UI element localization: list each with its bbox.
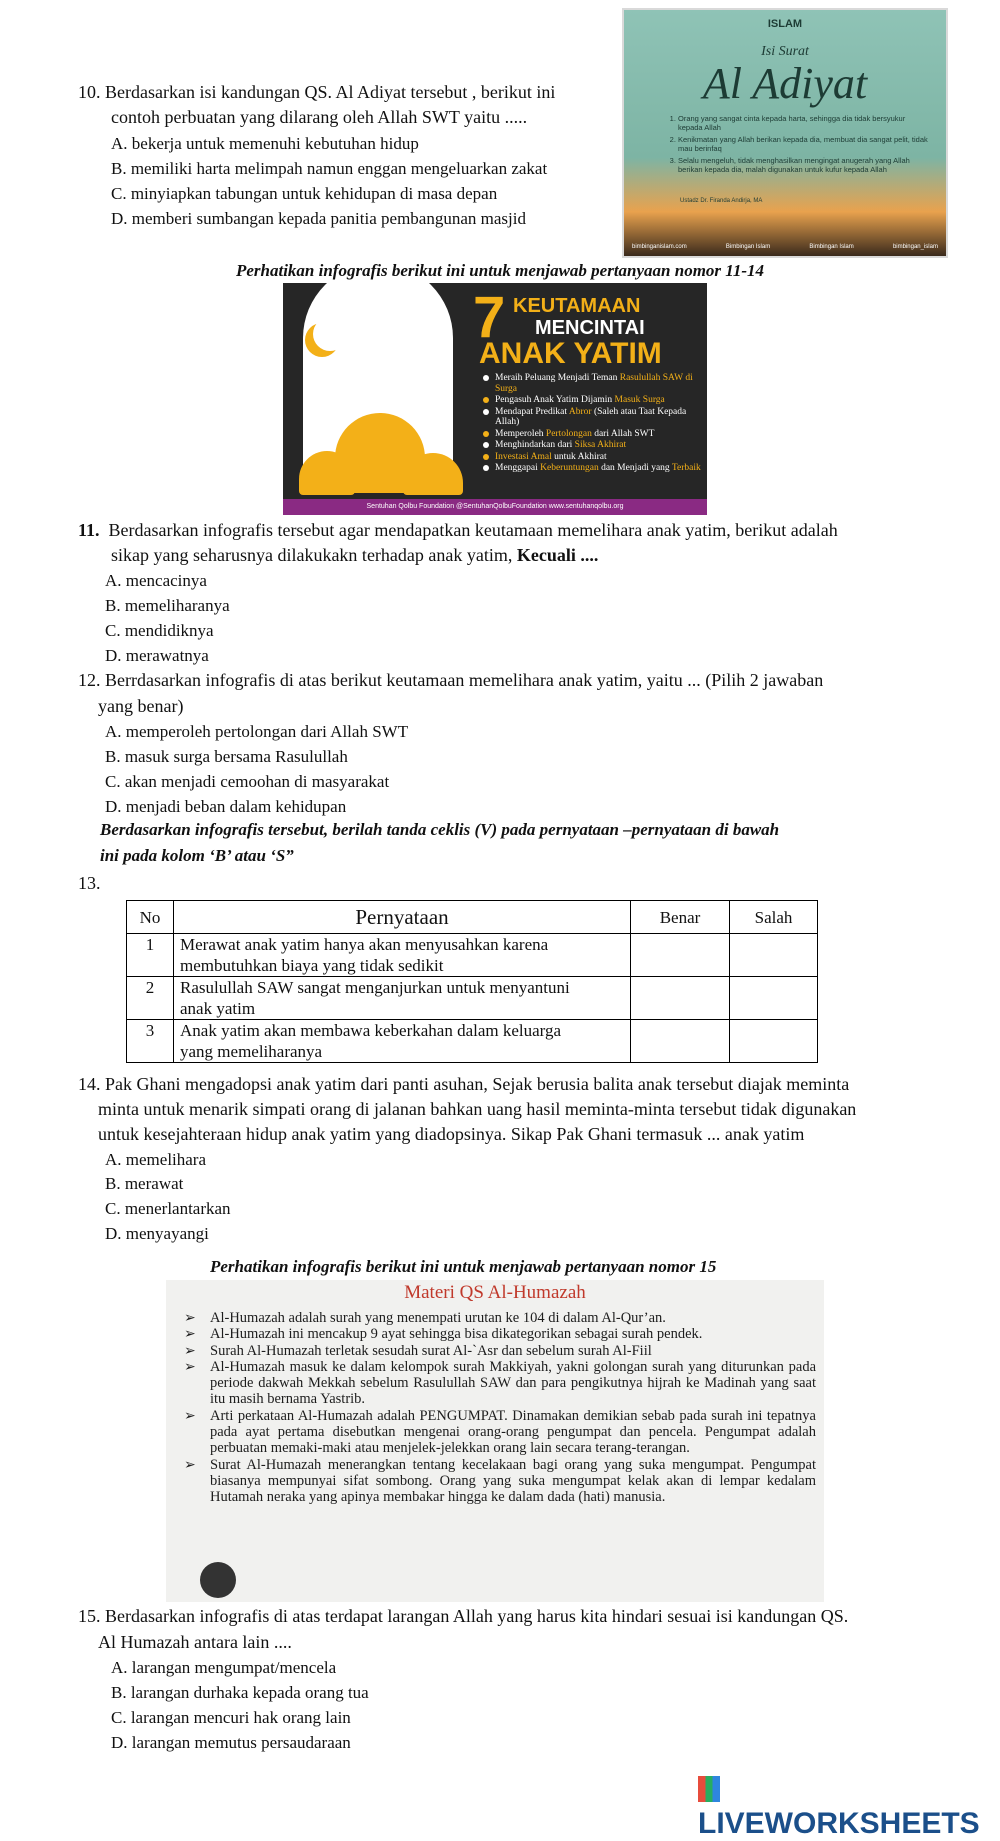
point: 1. Orang yang sangat cinta kepada harta, sehingga dia tidak bersyukur kepada Allah xyxy=(678,114,928,132)
col-pernyataan: Pernyataan xyxy=(174,901,631,934)
author: Ustadz Dr. Firanda Andirja, MA xyxy=(680,198,763,204)
q14-text-l1: 14. Pak Ghani mengadopsi anak yatim dari panti asuhan, Sejak berusia balita anak tersebut diajak meminta xyxy=(78,1074,850,1094)
infographic-heading-3: ANAK YATIM xyxy=(479,337,662,370)
q11-option-d[interactable]: D. merawatnya xyxy=(105,646,209,665)
q12-option-b[interactable]: B. masuk surga bersama Rasulullah xyxy=(105,747,348,766)
q14-option-d[interactable]: D. menyayangi xyxy=(105,1224,209,1243)
infographic-subtitle: Isi Surat xyxy=(761,44,809,59)
instruction-13-l1: Berdasarkan infografis tersebut, berilah tanda ceklis (V) pada pernyataan –pernyataan di bawah xyxy=(100,820,780,839)
q13-number: 13. xyxy=(78,873,101,893)
keutamaan-item: Investasi Amal untuk Akhirat xyxy=(483,452,703,463)
q12-option-c[interactable]: C. akan menjadi cemoohan di masyarakat xyxy=(105,772,390,791)
q10-option-c[interactable]: C. minyiapkan tabungan untuk kehidupan di masa depan xyxy=(111,184,498,203)
liveworksheets-logo: LIVEWORKSHEETS xyxy=(698,1773,1000,1841)
infographic-points xyxy=(664,114,928,177)
point: 3. Selalu mengeluh, tidak menghasilkan mengingat anugerah yang Allah berikan kepada dia, malah digunakan untuk kufur kepada Allah xyxy=(678,156,928,174)
q15-text-l1: 15. Berdasarkan infografis di atas terdapat larangan Allah yang harus kita hindari sesuai isi kandungan QS. xyxy=(78,1606,849,1626)
q14-option-b[interactable]: B. merawat xyxy=(105,1174,184,1193)
q12-text-l2: yang benar) xyxy=(98,696,184,716)
q14-text-l3: untuk kesejahteraan hidup anak yatim yang diadopsinya. Sikap Pak Ghani termasuk ... anak yatim xyxy=(98,1124,805,1144)
row-statement: Merawat anak yatim hanya akan menyusahkan karena membutuhkan biaya yang tidak sedikit xyxy=(174,934,631,977)
instruction-13-l2: ini pada kolom ‘B’ atau ‘S” xyxy=(100,846,294,865)
infographic-title: Al Adiyat xyxy=(702,59,868,108)
row-no: 1 xyxy=(127,934,174,977)
keutamaan-item: Menggapai Keberuntungan dan Menjadi yang Terbaik xyxy=(483,463,703,474)
row-statement: Anak yatim akan membawa keberkahan dalam keluarga yang memeliharanya xyxy=(174,1020,631,1063)
col-salah: Salah xyxy=(730,901,818,934)
q14-option-c[interactable]: C. menerlantarkan xyxy=(105,1199,231,1218)
q11-text-l1: 11. Berdasarkan infografis tersebut agar mendapatkan keutamaan memelihara anak yatim, berikut adalah xyxy=(78,520,838,540)
table-row xyxy=(127,934,818,977)
q10-text-l1: 10. Berdasarkan isi kandungan QS. Al Adiyat tersebut , berikut ini xyxy=(78,82,556,102)
infographic-heading-2: MENCINTAI xyxy=(535,317,645,339)
humazah-point: ➢ Al-Humazah masuk ke dalam kelompok surah Makkiyah, yakni golongan surah yang diturunkan pada periode dakwah Mekkah sebelum Rasulullah SAW dan para pengikutnya hijrah ke Madinah yang saat itu masih bernama Yastrib. xyxy=(184,1359,816,1408)
q11-option-b[interactable]: B. memeliharanya xyxy=(105,596,230,615)
footer-instagram: bimbingan_islam xyxy=(892,244,938,250)
q15-option-b[interactable]: B. larangan durhaka kepada orang tua xyxy=(111,1683,369,1702)
keutamaan-item: Pengasuh Anak Yatim Dijamin Masuk Surga xyxy=(483,395,703,406)
q10-text-l2: contoh perbuatan yang dilarang oleh Allah SWT yaitu ..... xyxy=(111,107,528,127)
keutamaan-list xyxy=(483,373,703,475)
q12-option-d[interactable]: D. menjadi beban dalam kehidupan xyxy=(105,797,347,816)
footer-website: bimbinganislam.com xyxy=(632,244,687,250)
salah-checkbox-cell[interactable] xyxy=(730,977,818,1020)
crescent-moon-icon xyxy=(313,317,347,351)
q15-option-c[interactable]: C. larangan mencuri hak orang lain xyxy=(111,1708,351,1727)
infographic-number: 7 xyxy=(473,285,506,350)
q15-option-a[interactable]: A. larangan mengumpat/mencela xyxy=(111,1658,337,1677)
al-humazah-infographic xyxy=(166,1280,824,1602)
q10-option-d[interactable]: D. memberi sumbangan kepada panitia pembangunan masjid xyxy=(111,209,526,228)
brand-logo: ISLAM xyxy=(767,18,803,30)
col-benar: Benar xyxy=(631,901,730,934)
benar-checkbox-cell[interactable] xyxy=(631,1020,730,1063)
q12-option-a[interactable]: A. memperoleh pertolongan dari Allah SWT xyxy=(105,722,409,741)
humazah-point: ➢ Surah Al-Humazah terletak sesudah surat Al-`Asr dan sebelum surah Al-Fiil xyxy=(184,1343,816,1359)
q11-option-c[interactable]: C. mendidiknya xyxy=(105,621,214,640)
humazah-point: ➢ Al-Humazah ini mencakup 9 ayat sehingga bisa dikategorikan sebagai surah pendek. xyxy=(184,1326,816,1342)
keutamaan-item: Mendapat Predikat Abror (Saleh atau Taat Kepada Allah) xyxy=(483,407,703,428)
q15-text-l2: Al Humazah antara lain .... xyxy=(98,1632,292,1652)
q12-text-l1: 12. Berrdasarkan infografis di atas berikut keutamaan memelihara anak yatim, yaitu ... (Pilih 2 jawaban xyxy=(78,670,824,690)
q10-option-b[interactable]: B. memiliki harta melimpah namun enggan mengeluarkan zakat xyxy=(111,159,548,178)
table-row xyxy=(127,1020,818,1063)
q11-text-l2: sikap yang seharusnya dilakukakn terhadap anak yatim, Kecuali .... xyxy=(111,545,599,565)
footer-facebook: Bimbingan Islam xyxy=(725,244,771,250)
q10-option-a[interactable]: A. bekerja untuk memenuhi kebutuhan hidup xyxy=(111,134,419,153)
instruction-15: Perhatikan infografis berikut ini untuk menjawab pertanyaan nomor 15 xyxy=(210,1257,717,1276)
footer-youtube: Bimbingan Islam xyxy=(809,244,854,250)
anak-yatim-infographic xyxy=(283,283,707,515)
benar-checkbox-cell[interactable] xyxy=(631,977,730,1020)
q11-option-a[interactable]: A. mencacinya xyxy=(105,571,207,590)
row-no: 3 xyxy=(127,1020,174,1063)
humazah-point: ➢ Arti perkataan Al-Humazah adalah PENGUMPAT. Dinamakan demikian sebab pada surah ini tepatnya pada ayat pertama disebutkan mengenai orang-orang pengumpat dan pencela. Pengumpat adalah perbuatan memaki-maki atau menjelek-jelekkan orang lain secara terang-terangan. xyxy=(184,1408,816,1457)
row-statement: Rasulullah SAW sangat menganjurkan untuk menyantuni anak yatim xyxy=(174,977,631,1020)
infographic-title: Materi QS Al-Humazah xyxy=(404,1282,586,1303)
salah-checkbox-cell[interactable] xyxy=(730,1020,818,1063)
benar-checkbox-cell[interactable] xyxy=(631,934,730,977)
infographic-heading-1: KEUTAMAAN xyxy=(513,295,641,317)
infographic-footer: Sentuhan Qolbu Foundation @SentuhanQolbuFoundation www.sentuhanqolbu.org xyxy=(283,499,707,515)
keutamaan-item: Meraih Peluang Menjadi Teman Rasulullah SAW di Surga xyxy=(483,373,703,394)
humazah-points xyxy=(184,1310,816,1506)
instruction-11-14: Perhatikan infografis berikut ini untuk menjawab pertanyaan nomor 11-14 xyxy=(235,261,765,280)
al-adiyat-infographic xyxy=(622,8,948,258)
q14-text-l2: minta untuk menarik simpati orang di jalanan bahkan uang hasil meminta-minta tersebut tidak digunakan xyxy=(98,1099,857,1119)
liveworksheets-icon xyxy=(698,1776,720,1802)
q13-table xyxy=(126,900,818,1063)
point: 2. Kenikmatan yang Allah berikan kepada dia, membuat dia sangat pelit, tidak mau berinfaq xyxy=(678,135,928,153)
humazah-point: ➢ Surat Al-Humazah menerangkan tentang kecelakaan bagi orang yang suka mengumpat. Pengumpat biasanya mempunyai sifat sombong. Orang yang suka mengumpat kelak akan di lempar kedalam Hutamah neraka yang apinya membakar hingga ke dalam dada (hati) manusia. xyxy=(184,1457,816,1506)
keutamaan-item: Menghindarkan dari Siksa Akhirat xyxy=(483,440,703,451)
play-icon[interactable] xyxy=(200,1562,236,1598)
q14-option-a[interactable]: A. memelihara xyxy=(105,1150,207,1169)
infographic-footer xyxy=(632,244,938,250)
col-no: No xyxy=(127,901,174,934)
q15-option-d[interactable]: D. larangan memutus persaudaraan xyxy=(111,1733,351,1752)
table-row xyxy=(127,977,818,1020)
humazah-point: ➢ Al-Humazah adalah surah yang menempati urutan ke 104 di dalam Al-Qur’an. xyxy=(184,1310,816,1326)
row-no: 2 xyxy=(127,977,174,1020)
keutamaan-item: Memperoleh Pertolongan dari Allah SWT xyxy=(483,429,703,440)
salah-checkbox-cell[interactable] xyxy=(730,934,818,977)
